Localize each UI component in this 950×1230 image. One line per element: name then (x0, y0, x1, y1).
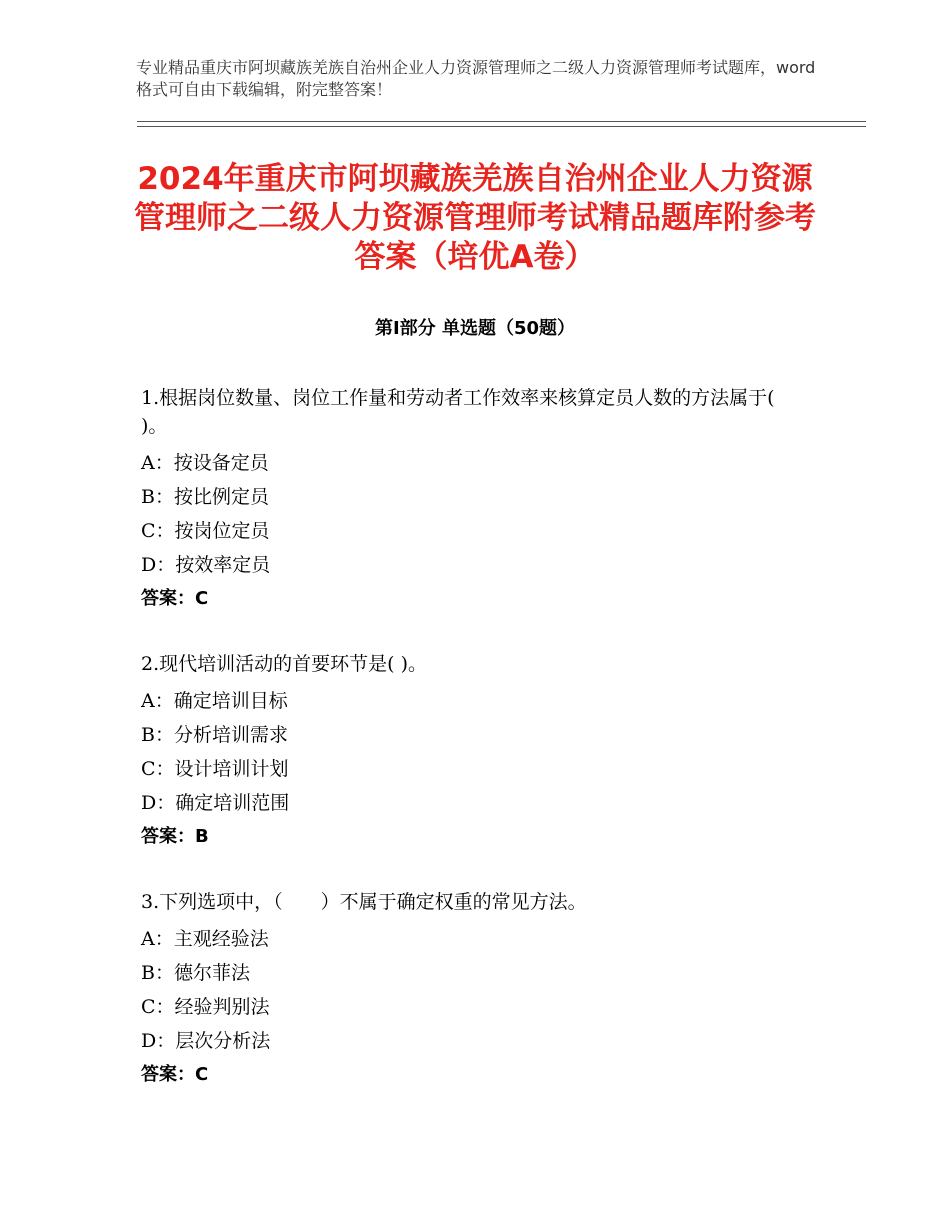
header-note: 专业精品重庆市阿坝藏族羌族自治州企业人力资源管理师之二级人力资源管理师考试题库，word格式可自由下载编辑，附完整答案！ (136, 58, 816, 99)
option-b: B：按比例定员 (141, 486, 269, 508)
option-d: D：确定培训范围 (141, 792, 290, 814)
answer: 答案：B (141, 826, 209, 847)
option-c: C：设计培训计划 (141, 758, 289, 780)
option-d: D：层次分析法 (141, 1030, 271, 1052)
question-list (141, 384, 801, 1126)
question-stem: 1.根据岗位数量、岗位工作量和劳动者工作效率来核算定员人数的方法属于( )。 (141, 387, 775, 437)
option-b: B：德尔菲法 (141, 962, 250, 984)
question-stem: 2.现代培训活动的首要环节是( )。 (141, 653, 427, 675)
option-b: B：分析培训需求 (141, 724, 288, 746)
section-title: 第Ⅰ部分 单选题（50题） (374, 318, 575, 339)
document-title: 2024年重庆市阿坝藏族羌族自治州企业人力资源管理师之二级人力资源管理师考试精品题库附参考答案（培优A卷） (134, 161, 816, 275)
option-d: D：按效率定员 (141, 554, 271, 576)
question-3 (141, 888, 801, 1092)
option-c: C：经验判别法 (141, 996, 270, 1018)
option-c: C：按岗位定员 (141, 520, 270, 542)
question-stem: 3.下列选项中，（ ）不属于确定权重的常见方法。 (141, 891, 587, 913)
answer: 答案：C (141, 588, 209, 609)
question-2 (141, 650, 801, 854)
answer: 答案：C (141, 1064, 209, 1085)
option-a: A：按设备定员 (141, 452, 269, 474)
option-a: A：主观经验法 (141, 928, 269, 950)
question-1 (141, 384, 801, 616)
header-divider (137, 121, 866, 127)
option-a: A：确定培训目标 (141, 690, 288, 712)
